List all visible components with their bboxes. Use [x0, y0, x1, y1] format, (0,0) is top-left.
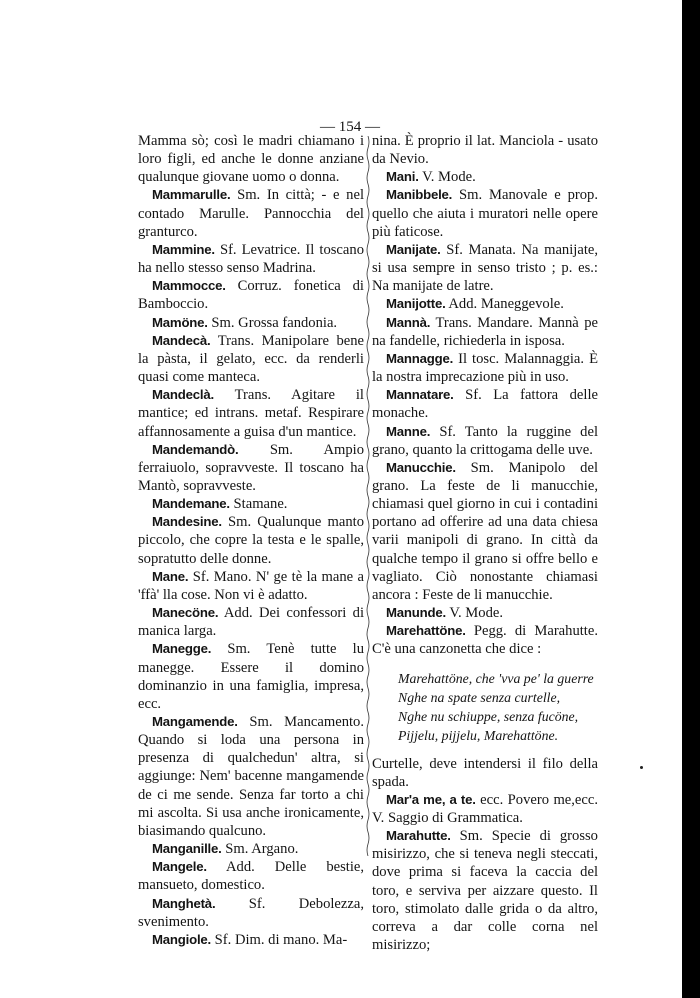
- dictionary-entry: [138, 386, 364, 440]
- dictionary-entry: [138, 895, 364, 931]
- entry-definition: V. Mode.: [449, 605, 503, 622]
- entry-headword: Mamöne.: [152, 314, 208, 330]
- entry-definition: Trans. Mandare. Mannà pe na fandelle, richiederla in isposa.: [372, 314, 598, 349]
- entry-definition: Sf. Tanto la ruggine del grano, quanto la crittogama delle uve.: [372, 423, 598, 458]
- entry-definition: Trans. Agitare il mantice; ed intrans. metaf. Respirare affannosamente a guisa d'un mantice.: [138, 387, 364, 440]
- entry-headword: Mane.: [152, 568, 189, 584]
- entry-definition: Add. Delle bestie, mansueto, domestico.: [138, 859, 365, 894]
- entry-definition: Sf. Mano. N' ge tè la mane a 'ffà' lla cose. Non vi è adatto.: [138, 568, 364, 603]
- entry-definition: Sf. Levatrice. Il toscano ha nello stesso senso Madrina.: [138, 241, 364, 277]
- dictionary-entry: [372, 791, 598, 827]
- dictionary-entry: [138, 931, 364, 949]
- entry-headword: Manecöne.: [152, 605, 219, 621]
- verse-line: Pijjelu, pijjelu, Marehattöne.: [398, 727, 559, 743]
- song-verse: [398, 669, 598, 745]
- entry-headword: Mannagge.: [386, 350, 454, 366]
- dictionary-entry: [372, 314, 598, 350]
- entry-headword: Manucchie.: [386, 459, 456, 475]
- entry-headword: Mannà.: [386, 314, 431, 330]
- dictionary-entry: [372, 168, 598, 186]
- verse-line: Nghe nu schiuppe, senza fucöne,: [398, 708, 579, 724]
- entry-definition: Add. Maneggevole.: [448, 296, 564, 313]
- dictionary-entry: [372, 132, 598, 168]
- entry-headword: Mangiole.: [152, 931, 212, 947]
- entry-headword: Mandeclà.: [152, 387, 214, 403]
- entry-headword: Mar'a me, a te.: [386, 791, 476, 807]
- verse-line: Nghe na spate senza curtelle,: [398, 689, 561, 705]
- entry-definition: Sm. Manovale e prop. quello che aiuta i muratori nelle opere più faticose.: [372, 187, 598, 240]
- entry-headword: Manghetà.: [152, 895, 216, 911]
- entry-definition: nina. È proprio il lat. Manciola - usato da Nevio.: [372, 133, 598, 168]
- dictionary-entry: [372, 295, 598, 313]
- entry-headword: Mammocce.: [152, 278, 226, 294]
- dictionary-entry: [372, 604, 598, 622]
- right-column: [372, 132, 598, 954]
- entry-definition: Mamma sò; così le madri chiamano i loro figli, ed anche le donne anziane qualunque giovane uomo o donna.: [138, 133, 364, 186]
- dictionary-entry: [372, 459, 598, 604]
- entry-headword: Mandesine.: [152, 514, 222, 530]
- dictionary-entry: [138, 277, 364, 313]
- entry-definition: Pegg. di Marahutte. C'è una canzonetta che dice :: [372, 623, 598, 658]
- dictionary-entry: [138, 858, 364, 894]
- entry-headword: Mani.: [386, 169, 419, 185]
- entry-definition: V. Mode.: [422, 169, 476, 186]
- entry-headword: Manibbele.: [386, 187, 453, 203]
- entry-headword: Manganille.: [152, 841, 222, 857]
- dictionary-entry: [138, 441, 364, 495]
- dictionary-entry: [372, 827, 598, 954]
- dictionary-entry: [138, 513, 364, 567]
- entry-headword: Mangamende.: [152, 714, 238, 729]
- entry-headword: Mannatare.: [386, 387, 454, 403]
- entry-definition: Il tosc. Malannaggia. È la nostra imprecazione più in uso.: [372, 350, 598, 386]
- entry-definition: Sf. Debolezza, svenimento.: [138, 895, 364, 930]
- dictionary-entry: [138, 132, 364, 186]
- entry-headword: Mammarulle.: [152, 187, 231, 203]
- entry-definition: Sm. Manipolo del grano. La feste de li manucchie, chiamasi quel giorno in cui i contadini portano ad offerire ad una data chiesa varii manipoli di grano. In città da qualche tempo il grano si offre bello e vagliato. Ciò nonostante chiamasi ancora : Feste de li manucchie.: [372, 459, 598, 603]
- dictionary-entry: [372, 755, 598, 791]
- entry-definition: Sm. In città; - e nel contado Marulle. Pannocchia del granturco.: [138, 187, 365, 240]
- dictionary-entry: [372, 186, 598, 240]
- entry-definition: Corruz. fonetica di Bamboccio.: [138, 278, 364, 313]
- entry-headword: Manne.: [386, 423, 431, 439]
- entry-headword: Manunde.: [386, 605, 446, 621]
- dictionary-entry: [138, 495, 364, 513]
- entry-definition: Sm. Tenè tutte lu manegge. Essere il domino dominanzio in una famiglia, impresa, ecc.: [138, 641, 364, 712]
- dictionary-entry: [372, 622, 598, 658]
- entry-headword: Manijate.: [386, 241, 441, 257]
- dictionary-entry: [138, 640, 364, 713]
- entry-headword: Mangele.: [152, 859, 207, 875]
- left-column: [138, 132, 364, 949]
- page-number: — 154 —: [320, 119, 380, 135]
- scan-edge-bar: [682, 0, 700, 998]
- entry-definition: Sf. La fattora delle monache.: [372, 387, 598, 422]
- entry-headword: Manijotte.: [386, 296, 446, 312]
- dictionary-entry: [372, 386, 598, 422]
- dictionary-entry: [138, 186, 364, 240]
- dictionary-entry: [138, 604, 364, 640]
- entry-headword: Manegge.: [152, 641, 212, 657]
- entry-headword: Mandemandò.: [152, 441, 239, 457]
- entry-definition: Curtelle, deve intendersi il filo della spada.: [372, 755, 598, 790]
- entry-headword: Marahutte.: [386, 828, 451, 844]
- dictionary-entry: [372, 241, 598, 295]
- entry-definition: Sm. Ampio ferraiuolo, sopravveste. Il toscano ha Mantò, sopravveste.: [138, 441, 364, 494]
- dictionary-entry: [138, 713, 364, 840]
- dictionary-entry: [372, 350, 598, 386]
- entry-definition: Sm. Specie di grosso misirizzo, che si teneva negli steccati, dove prima si faceva la caccia del toro, e serviva per aizzare questo. Il toro, stimolato dalle grida o da altro, correva a dar colle corna nel misirizzo;: [372, 828, 598, 954]
- entry-headword: Marehattöne.: [386, 623, 466, 639]
- entry-headword: Mammine.: [152, 241, 215, 257]
- entry-definition: Sm. Qualunque manto piccolo, che copre la testa e le spalle, sopratutto delle donne.: [138, 514, 364, 567]
- entry-headword: Mandemane.: [152, 496, 230, 512]
- dictionary-entry: [138, 840, 364, 858]
- verse-line: Marehattöne, che 'vva pe' la guerre: [398, 670, 594, 686]
- dictionary-entry: [138, 568, 364, 604]
- margin-speck: [640, 766, 643, 769]
- entry-definition: Sf. Manata. Na manijate, si usa sempre in senso tristo ; p. es.: Na manijate de latre.: [372, 241, 598, 295]
- entry-definition: Sm. Argano.: [225, 841, 299, 858]
- column-divider: [365, 136, 371, 856]
- entry-headword: Mandecà.: [152, 332, 211, 348]
- dictionary-entry: [372, 423, 598, 459]
- entry-definition: Sf. Dim. di mano. Ma-: [214, 931, 348, 948]
- dictionary-entry: [138, 314, 364, 332]
- entry-definition: Sm. Grossa fandonia.: [211, 314, 338, 331]
- entry-definition: Trans. Manipolare bene la pàsta, il gelato, ecc. da renderli quasi come manteca.: [138, 332, 364, 386]
- entry-definition: Sm. Mancamento. Quando si loda una persona in presenza di qualchedun' altra, si aggiunge: Nem' bacenne mangamende de ci me sende. Senza far torto a chi mi ascolta. Si usa anche ironicamente, biasimando qualcuno.: [138, 714, 364, 839]
- entry-definition: Stamane.: [233, 496, 288, 513]
- entry-definition: ecc. Povero me,ecc. V. Saggio di Grammatica.: [372, 791, 598, 826]
- entry-definition: Add. Dei confessori di manica larga.: [138, 605, 364, 640]
- dictionary-entry: [138, 241, 364, 277]
- dictionary-entry: [138, 332, 364, 386]
